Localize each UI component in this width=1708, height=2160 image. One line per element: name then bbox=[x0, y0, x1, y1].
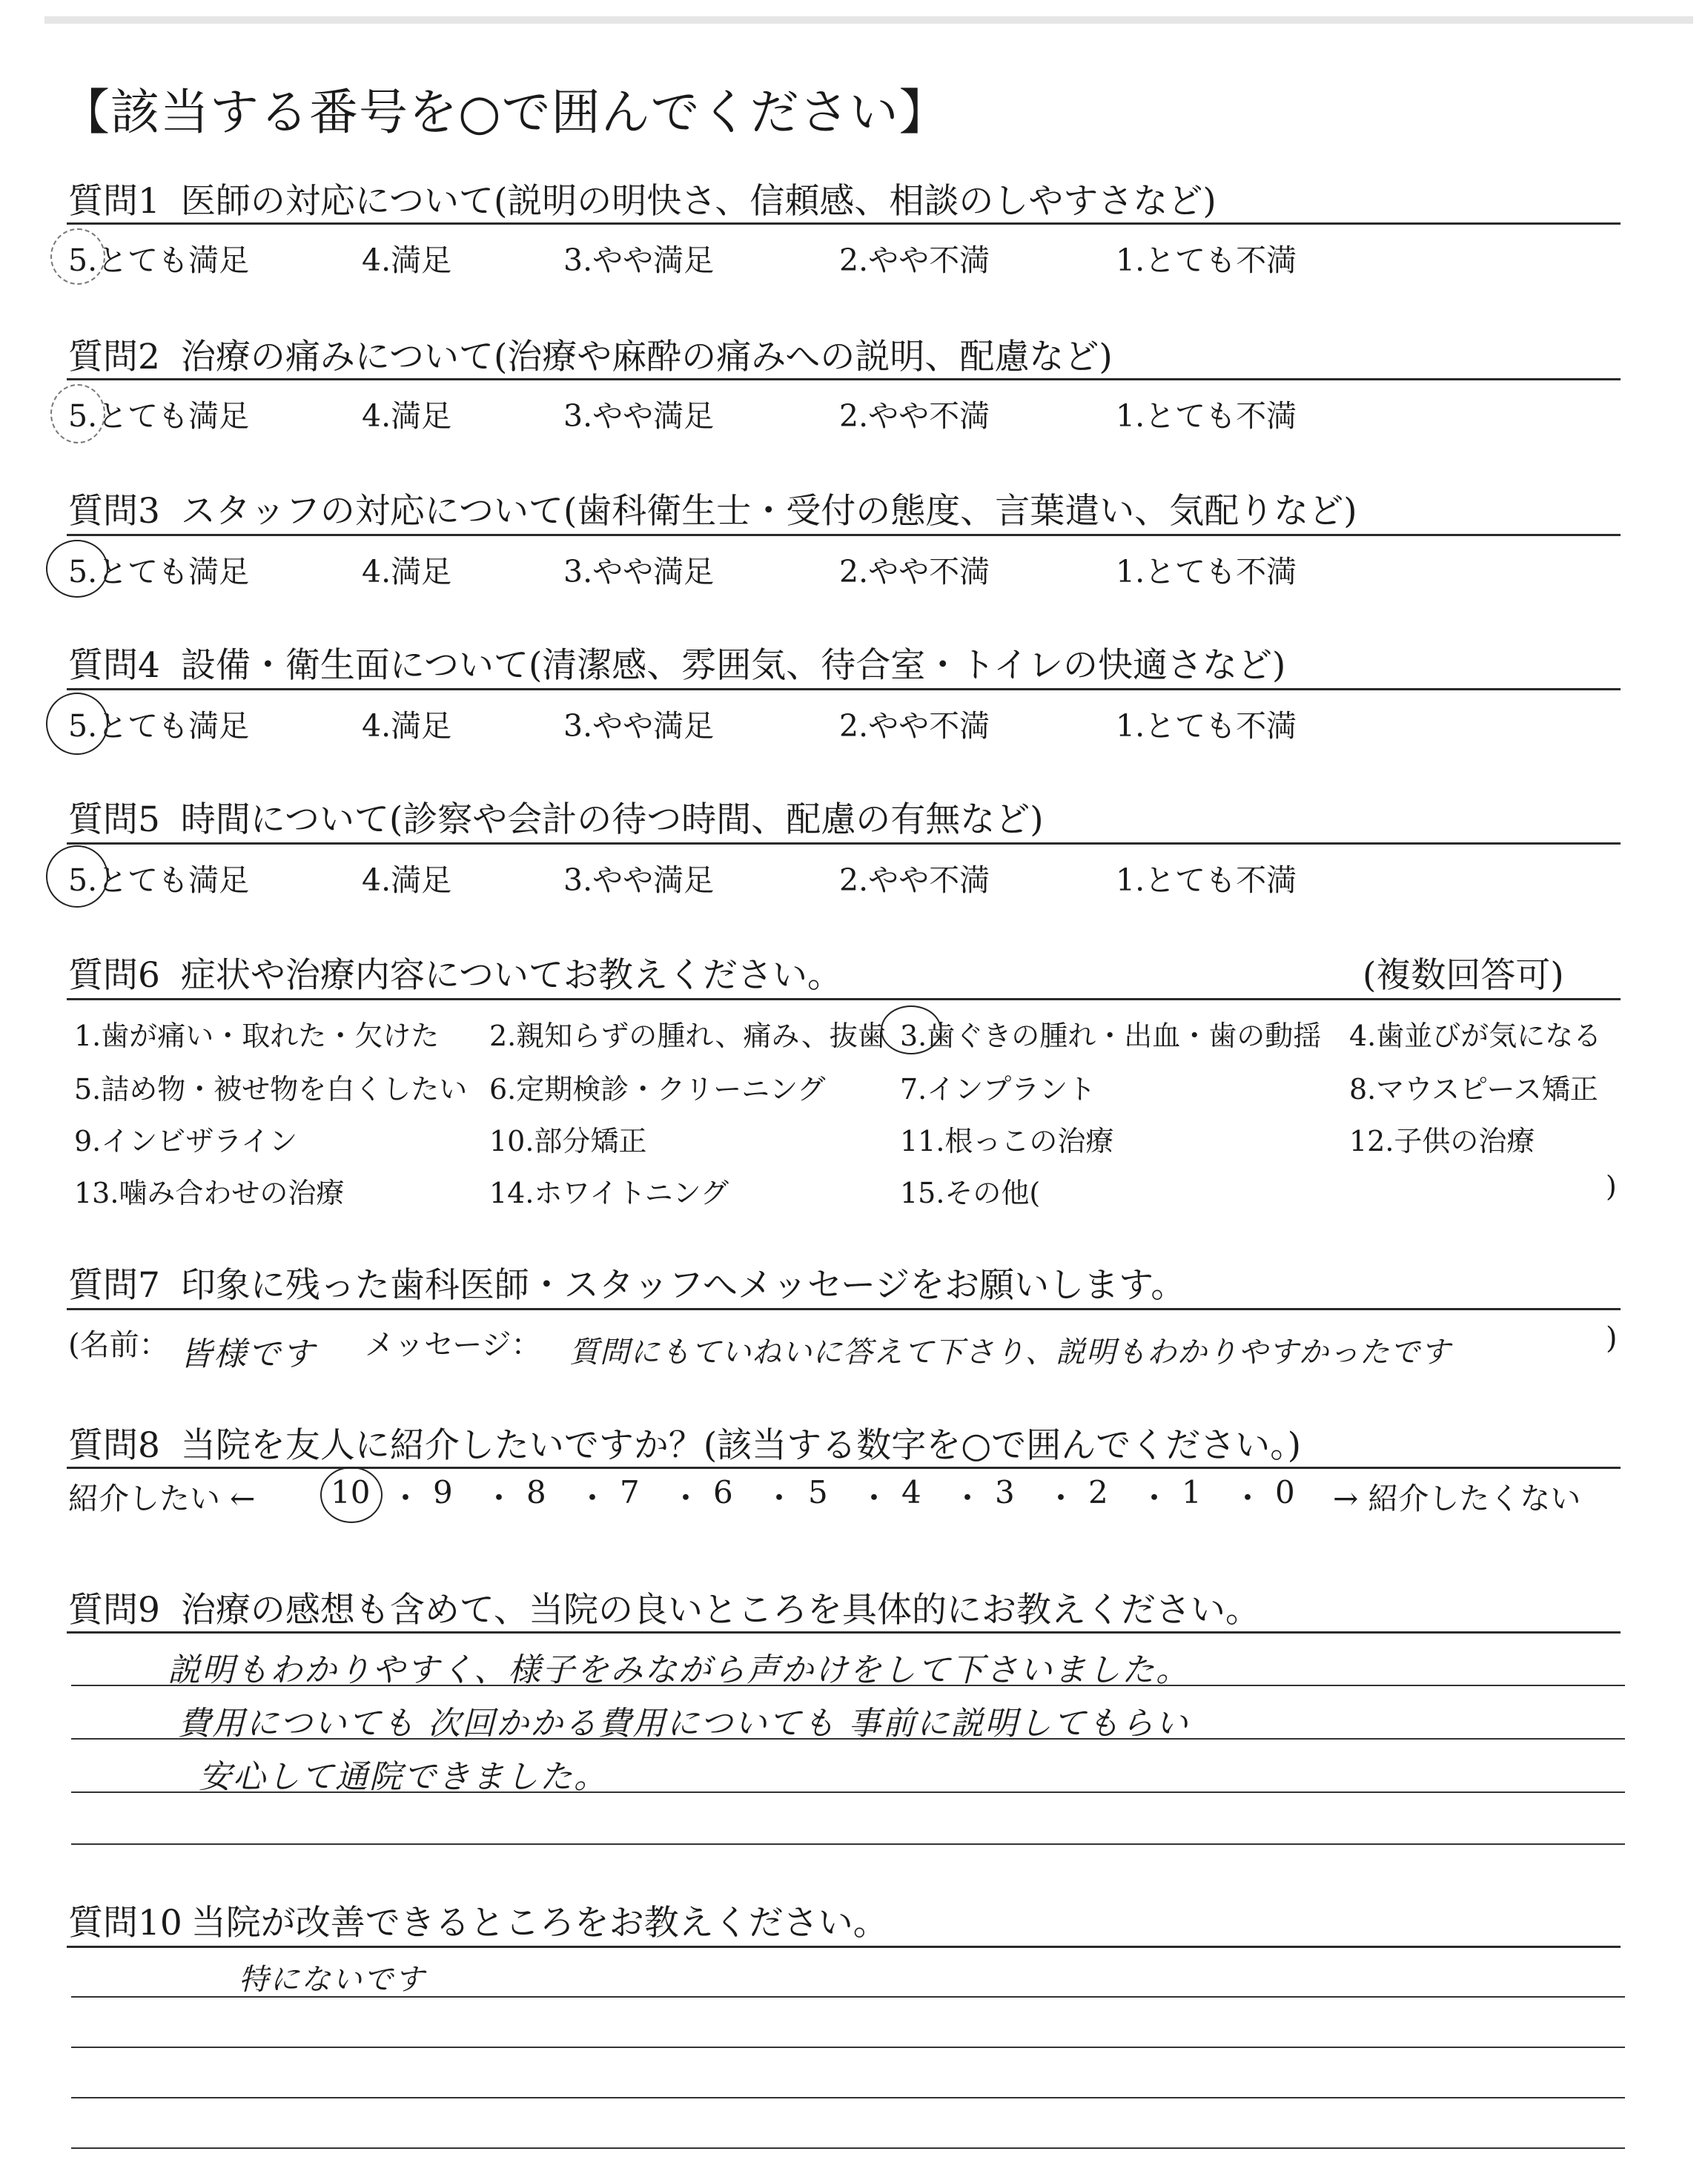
q7-title bbox=[68, 1258, 1185, 1307]
page-header: 【該当する番号を○で囲んでください】 bbox=[61, 84, 949, 141]
q4-option-3[interactable]: 3.やや満足 bbox=[563, 708, 715, 744]
q3-text: スタッフの対応について(歯科衛生士・受付の態度、言葉遣い、気配りなど) bbox=[180, 491, 1357, 532]
q8-separator: ・ bbox=[858, 1480, 890, 1516]
q6-option-9[interactable]: 9.インビザライン bbox=[74, 1125, 298, 1157]
q4-option-4[interactable]: 4.満足 bbox=[362, 708, 452, 744]
q5-text: 時間について(診察や会計の待つ時間、配慮の有無など) bbox=[180, 799, 1044, 840]
q8-scale-8[interactable]: 8 bbox=[526, 1474, 546, 1510]
q10-answer-line-1[interactable]: 特にないです bbox=[239, 1963, 426, 1997]
q8-rule bbox=[67, 1467, 1621, 1469]
q6-option-7[interactable]: 7.インプラント bbox=[900, 1073, 1096, 1106]
q9-writing-line bbox=[71, 1843, 1625, 1845]
q8-separator: ・ bbox=[483, 1480, 515, 1516]
q9-answer-line-3[interactable]: 安心して通院できました。 bbox=[199, 1758, 608, 1796]
q6-label: 質問6 bbox=[68, 955, 160, 996]
q3-selection-circle bbox=[46, 540, 108, 598]
q4-title bbox=[68, 638, 1285, 687]
q2-label: 質問2 bbox=[68, 337, 160, 377]
q1-text: 医師の対応について(説明の明快さ、信頼感、相談のしやすさなど) bbox=[180, 181, 1217, 222]
q3-rule bbox=[67, 534, 1621, 536]
q4-option-5[interactable]: 5.とても満足 bbox=[68, 708, 250, 744]
q7-name-label: (名前： bbox=[68, 1328, 169, 1362]
q8-separator: ・ bbox=[1045, 1480, 1077, 1516]
q2-option-3[interactable]: 3.やや満足 bbox=[563, 398, 715, 434]
q5-option-4[interactable]: 4.満足 bbox=[362, 862, 452, 898]
q2-option-5[interactable]: 5.とても満足 bbox=[68, 398, 250, 434]
q6-option-15[interactable]: 15.その他( bbox=[900, 1177, 1041, 1209]
q1-option-4[interactable]: 4.満足 bbox=[362, 242, 452, 278]
q6-option-1[interactable]: 1.歯が痛い・取れた・欠けた bbox=[74, 1020, 440, 1052]
q1-option-1[interactable]: 1.とても不満 bbox=[1116, 242, 1297, 278]
q5-option-3[interactable]: 3.やや満足 bbox=[563, 862, 715, 898]
q8-selection-circle bbox=[320, 1467, 383, 1523]
q9-rule bbox=[67, 1631, 1621, 1634]
q10-title bbox=[68, 1895, 888, 1945]
q6-option-2[interactable]: 2.親知らずの腫れ、痛み、抜歯 bbox=[489, 1020, 886, 1052]
q3-option-4[interactable]: 4.満足 bbox=[362, 554, 452, 589]
q6-option-5[interactable]: 5.詰め物・被せ物を白くしたい bbox=[74, 1073, 468, 1106]
q6-option-12[interactable]: 12.子供の治療 bbox=[1349, 1125, 1535, 1157]
q7-message-label: メッセージ： bbox=[365, 1328, 541, 1362]
q5-title bbox=[68, 792, 1044, 842]
q2-option-1[interactable]: 1.とても不満 bbox=[1116, 398, 1297, 434]
q10-label: 質問10 bbox=[68, 1903, 182, 1943]
q8-scale-0[interactable]: 0 bbox=[1275, 1474, 1295, 1510]
q6-option-11[interactable]: 11.根っこの治療 bbox=[900, 1125, 1114, 1157]
q5-selection-circle bbox=[46, 845, 108, 908]
q8-scale-5[interactable]: 5 bbox=[808, 1474, 828, 1510]
q7-close-paren: ) bbox=[1606, 1321, 1618, 1355]
q8-scale-9[interactable]: 9 bbox=[433, 1474, 453, 1510]
q10-rule bbox=[67, 1946, 1621, 1948]
q6-option-14[interactable]: 14.ホワイトニング bbox=[489, 1177, 729, 1209]
q6-option-4[interactable]: 4.歯並びが気になる bbox=[1349, 1020, 1602, 1052]
q3-option-3[interactable]: 3.やや満足 bbox=[563, 554, 715, 589]
q10-writing-line bbox=[71, 2147, 1625, 2149]
q8-separator: ・ bbox=[670, 1480, 702, 1516]
scan-top-edge bbox=[44, 16, 1693, 24]
q9-text: 治療の感想も含めて、当院の良いところを具体的にお教えください。 bbox=[180, 1590, 1260, 1631]
q7-name-field[interactable]: 皆様です bbox=[179, 1335, 316, 1373]
q7-label: 質問7 bbox=[68, 1265, 160, 1306]
q6-option-13[interactable]: 13.噛み合わせの治療 bbox=[74, 1177, 345, 1209]
q3-title bbox=[68, 483, 1357, 533]
q6-multiple-note: (複数回答可) bbox=[1363, 955, 1564, 996]
q4-label: 質問4 bbox=[68, 645, 160, 686]
q8-text: 当院を友人に紹介したいですか？(該当する数字を○で囲んでください。) bbox=[180, 1425, 1302, 1466]
q5-rule bbox=[67, 842, 1621, 845]
q9-answer-line-2[interactable]: 費用についても 次回かかる費用についても 事前に説明してもらい bbox=[178, 1705, 1190, 1743]
q6-option-10[interactable]: 10.部分矯正 bbox=[489, 1125, 647, 1157]
q8-scale-6[interactable]: 6 bbox=[713, 1474, 733, 1510]
q8-right-label: → 紹介したくない bbox=[1333, 1481, 1581, 1516]
q8-scale-10[interactable]: 10 bbox=[331, 1474, 371, 1510]
q6-option-3[interactable]: 3.歯ぐきの腫れ・出血・歯の動揺 bbox=[900, 1020, 1322, 1052]
q7-message-field[interactable]: 質問にもていねいに答えて下さり、説明もわかりやすかったです bbox=[569, 1335, 1451, 1370]
q4-option-2[interactable]: 2.やや不満 bbox=[839, 708, 990, 744]
q1-label: 質問1 bbox=[68, 181, 160, 222]
q1-title bbox=[68, 174, 1217, 223]
q6-option-15-close: ) bbox=[1606, 1170, 1617, 1203]
q8-separator: ・ bbox=[952, 1480, 984, 1516]
q9-label: 質問9 bbox=[68, 1590, 160, 1631]
q9-answer-line-1[interactable]: 説明もわかりやすく、様子をみながら声かけをして下さいました。 bbox=[168, 1651, 1191, 1689]
q6-selection-circle bbox=[881, 1005, 941, 1054]
q7-rule bbox=[67, 1308, 1621, 1310]
q8-scale-2[interactable]: 2 bbox=[1088, 1474, 1108, 1510]
q8-separator: ・ bbox=[390, 1480, 422, 1516]
q8-scale-3[interactable]: 3 bbox=[995, 1474, 1015, 1510]
q4-rule bbox=[67, 688, 1621, 690]
q1-option-3[interactable]: 3.やや満足 bbox=[563, 242, 715, 278]
q6-option-8[interactable]: 8.マウスピース矯正 bbox=[1349, 1073, 1598, 1106]
q2-title bbox=[68, 329, 1113, 379]
q7-text: 印象に残った歯科医師・スタッフへメッセージをお願いします。 bbox=[180, 1265, 1186, 1306]
q10-writing-line bbox=[71, 2047, 1625, 2048]
q6-option-6[interactable]: 6.定期検診・クリーニング bbox=[489, 1073, 826, 1106]
q8-separator: ・ bbox=[764, 1480, 795, 1516]
q6-rule bbox=[67, 998, 1621, 1000]
q3-option-5[interactable]: 5.とても満足 bbox=[68, 554, 250, 589]
q8-scale-7[interactable]: 7 bbox=[620, 1474, 640, 1510]
q4-text: 設備・衛生面について(清潔感、雰囲気、待合室・トイレの快適さなど) bbox=[180, 645, 1286, 686]
q3-option-1[interactable]: 1.とても不満 bbox=[1116, 554, 1297, 589]
q9-title bbox=[68, 1582, 1260, 1632]
q5-option-1[interactable]: 1.とても不満 bbox=[1116, 862, 1297, 898]
q6-text: 症状や治療内容についてお教えください。 bbox=[180, 955, 842, 996]
q2-option-4[interactable]: 4.満足 bbox=[362, 398, 452, 434]
q10-text: 当院が改善できるところをお教えください。 bbox=[191, 1903, 888, 1943]
q2-selection-circle bbox=[50, 384, 105, 443]
q2-text: 治療の痛みについて(治療や麻酔の痛みへの説明、配慮など) bbox=[180, 337, 1113, 377]
q5-option-5[interactable]: 5.とても満足 bbox=[68, 862, 250, 898]
q3-option-2[interactable]: 2.やや不満 bbox=[839, 554, 990, 589]
q3-label: 質問3 bbox=[68, 491, 160, 532]
q8-title bbox=[68, 1418, 1301, 1467]
q2-option-2[interactable]: 2.やや不満 bbox=[839, 398, 990, 434]
q1-selection-circle bbox=[50, 228, 105, 285]
q4-option-1[interactable]: 1.とても不満 bbox=[1116, 708, 1297, 744]
q8-separator: ・ bbox=[1232, 1480, 1264, 1516]
q6-title bbox=[68, 948, 842, 997]
q8-separator: ・ bbox=[1139, 1480, 1171, 1516]
q5-label: 質問5 bbox=[68, 799, 160, 840]
q8-separator: ・ bbox=[577, 1480, 609, 1516]
q2-rule bbox=[67, 378, 1621, 380]
q8-label: 質問8 bbox=[68, 1425, 160, 1466]
q8-scale-1[interactable]: 1 bbox=[1182, 1474, 1202, 1510]
q1-option-5[interactable]: 5.とても満足 bbox=[68, 242, 250, 278]
q8-left-label: 紹介したい ← bbox=[68, 1481, 256, 1516]
q5-option-2[interactable]: 2.やや不満 bbox=[839, 862, 990, 898]
q1-rule bbox=[67, 222, 1621, 225]
q4-selection-circle bbox=[46, 693, 108, 755]
q10-writing-line bbox=[71, 2097, 1625, 2098]
q1-option-2[interactable]: 2.やや不満 bbox=[839, 242, 990, 278]
q8-scale-4[interactable]: 4 bbox=[901, 1474, 921, 1510]
